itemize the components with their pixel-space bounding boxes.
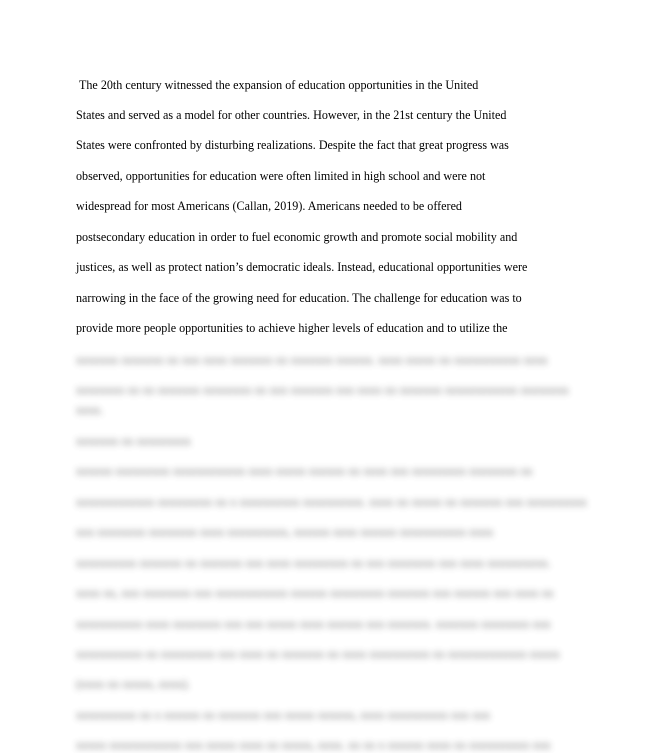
text-line: States and served as a model for other countries. However, in the 21st century the United — [76, 108, 507, 122]
blurred-preview-region: xxxxxxx xxxxxxx xx xxx xxxx xxxxxxx xx xxxxxxx xxxxxx. xxxx xxxxx xx xxxxxxxxxxx xxxx xxxxxxxx xx xx xxxxxxx xxxxxxxx xx xxx xxxxxxx xxx xxxx xx xxxxxxx xxxxxxxxxxxx xxxxxxxx xxxx. xxxxxxx xx xxxxxxxxx xxxxxx xxxxxxxxx xxxxxxxxxxxx xxxx xxxxx xxxxxx xx xxxx xxx xxxxxxxxx xxxxxxxx xx xxxxxxxxxxxxx xxxxxxxxx xx x xxxxxxxxxx xxxxxxxxxx. xxxx xx xxxxx xx xxxxxxx xxx xxxxxxxxxx xxx xxxxxxxx xxxxxxxx xxxx xxxxxxxxxx, xxxxxx xxxx xxxxxx xxxxxxxxxxx xxxx xxxxxxxxxx xxxxxxx xx xxxxxxx xxx xxxx xxxxxxxxx xx xxx xxxxxxxx xxx xxxx xxxxxxxxxx. xxxx xx, xxx xxxxxxxx xxx xxxxxxxxxxxx xxxxxx xxxxxxxxx xxxxxxx xxx xxxxxx xxx xxxx xx xxxxxxxxxxx xxxx xxxxxxxx xxx xxx xxxxx xxxx xxxxxx xxx xxxxxxx. xxxxxxx xxxxxxxx xxx xxxxxxxxxxx xx xxxxxxxxx xxx xxxx xx xxxxxxx xx xxxx xxxxxxxxxx xx xxxxxxxxxxxxx xxxxx (xxxx xx xxxxx, xxxx). xxxxxxxxxx xx x xxxxxx xx xxxxxxx xxx xxxxx xxxxxx, xxxx xxxxxxxxxx xxx xxx xxxxx xxxxxxxxxxxx xxx xxxxx xxxx xx xxxxx, xxxx. xx xx x xxxxxx xxxx xx xxxxxxxxxx xxx — [76, 353, 587, 752]
text-line: narrowing in the face of the growing need for education. The challenge for education was to — [76, 291, 522, 305]
text-line: justices, as well as protect nation’s democratic ideals. Instead, educational opportunities were — [76, 260, 528, 274]
text-line: widespread for most Americans (Callan, 2019). Americans needed to be offered — [76, 199, 462, 213]
text-line: provide more people opportunities to achieve higher levels of education and to utilize the — [76, 321, 508, 335]
text-line: observed, opportunities for education were often limited in high school and were not — [76, 169, 486, 183]
text-line: The 20th century witnessed the expansion of education opportunities in the United — [79, 78, 479, 92]
text-line: States were confronted by disturbing realizations. Despite the fact that great progress was — [76, 138, 509, 152]
text-line: postsecondary education in order to fuel economic growth and promote social mobility and — [76, 230, 518, 244]
